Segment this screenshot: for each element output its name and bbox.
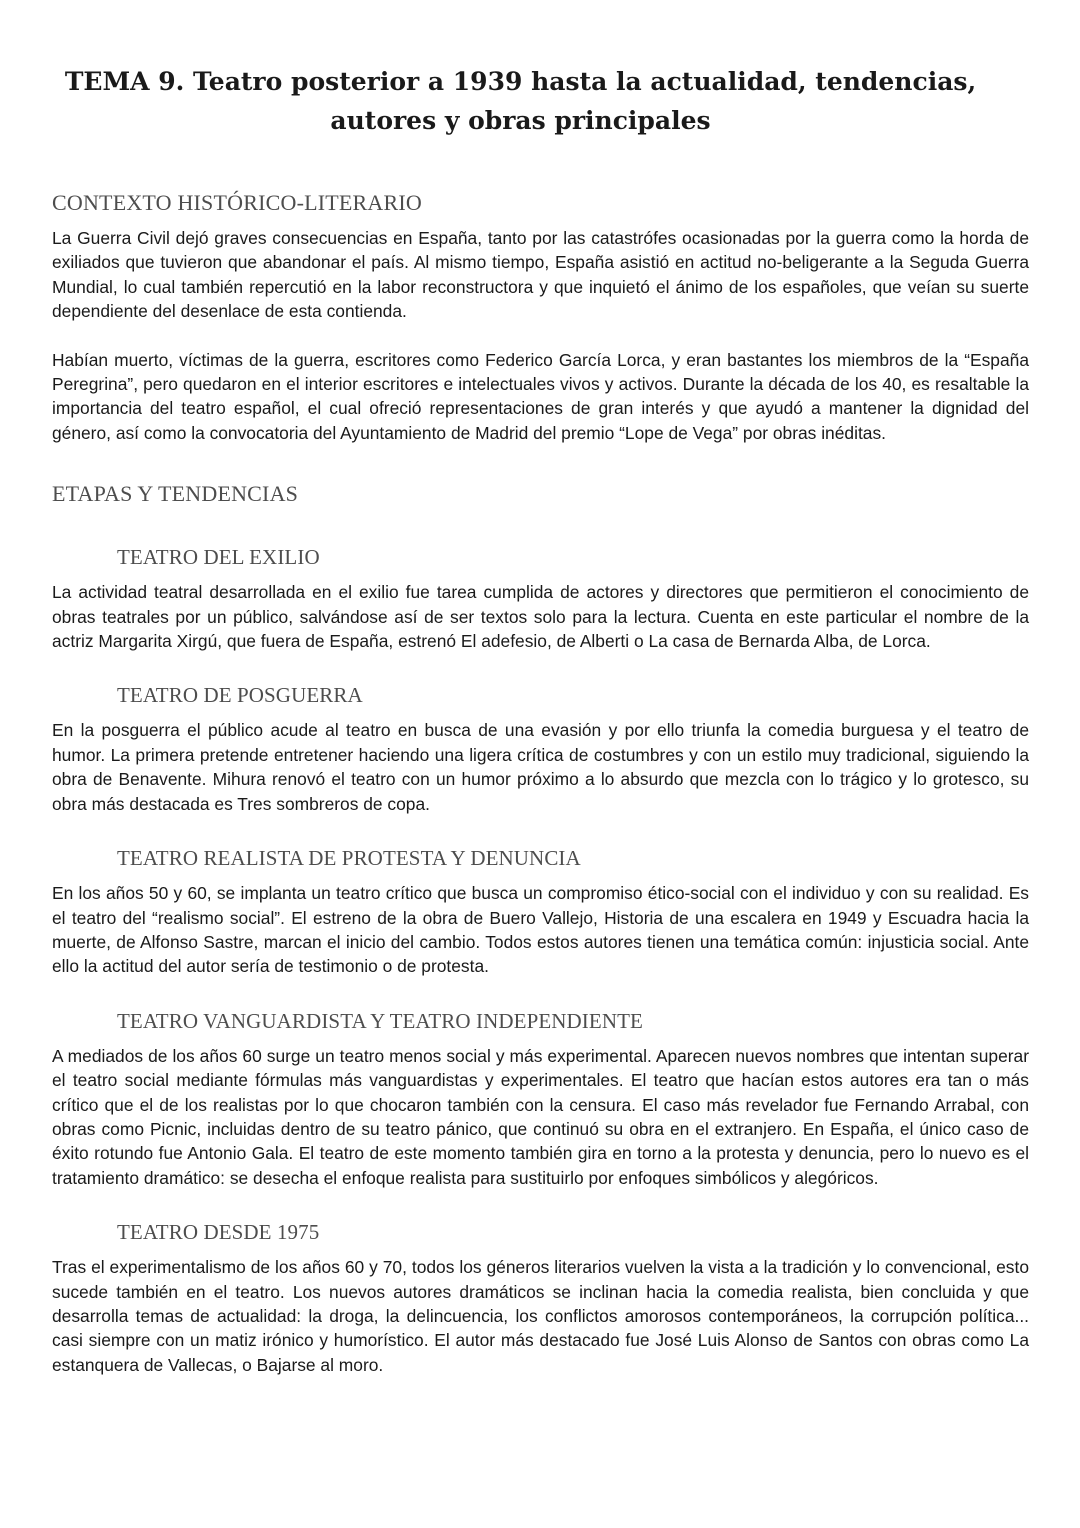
- title-line-2: autores y obras principales: [330, 106, 711, 135]
- document-title: [52, 62, 1029, 140]
- heading-etapas: ETAPAS Y TENDENCIAS: [52, 481, 299, 507]
- heading-contexto: CONTEXTO HISTÓRICO-LITERARIO: [52, 190, 422, 215]
- heading-teatro-vanguardista: TEATRO VANGUARDISTA Y TEATRO INDEPENDIENTE: [117, 1008, 643, 1033]
- paragraph-teatro-desde-1975: Tras el experimentalismo de los años 60 y 70, todos los géneros literarios vuelven la vista a la tradición y lo convencional, esto sucede también en el teatro. Los nuevos autores dramáticos se inclinan hacia la comedia realista, bien concluida y que desarrolla temas de actualidad: la droga, la delincuencia, los conflictos amorosos contemporáneos, la corrupción política... casi siempre con un matiz irónico y humorístico. El autor más destacado fue José Luis Alonso de Santos con obras como La estanquera de Vallecas, o Bajarse al moro.: [52, 1257, 1029, 1375]
- paragraph-teatro-realista: En los años 50 y 60, se implanta un teatro crítico que busca un compromiso ético-social con el individuo y con su realidad. Es el teatro del “realismo social”. El estreno de la obra de Buero Vallejo, Historia de una escalera en 1949 y Escuadra hacia la muerte, de Alfonso Sastre, marcan el inicio del cambio. Todos estos autores tienen una temática común: injusticia social. Ante ello la actitud del autor sería de testimonio o de protesta.: [52, 883, 1029, 977]
- heading-teatro-posguerra: TEATRO DE POSGUERRA: [117, 683, 363, 708]
- paragraph-teatro-posguerra: En la posguerra el público acude al teatro en busca de una evasión y por ello triunfa la comedia burguesa y el teatro de humor. La primera pretende entretener haciendo una ligera crítica de costumbres y con un estilo muy tradicional, siguiendo la obra de Benavente. Mihura renovó el teatro con un humor próximo a lo absurdo que mezcla con lo trágico y lo grotesco, su obra más destacada es Tres sombreros de copa.: [52, 720, 1029, 814]
- paragraph-contexto-2: Habían muerto, víctimas de la guerra, escritores como Federico García Lorca, y eran bastantes los miembros de la “España Peregrina”, pero quedaron en el interior escritores e intelectuales vivos y activos. Durante la década de los 40, es resaltable la importancia del teatro español, el cual ofreció representaciones de gran interés y que ayudó a mantener la dignidad del género, así como la convocatoria del Ayuntamiento de Madrid del premio “Lope de Vega” por obras inéditas.: [52, 349, 1029, 443]
- heading-teatro-exilio: TEATRO DEL EXILIO: [117, 545, 320, 570]
- document-page: [52, 62, 1029, 1377]
- heading-teatro-desde-1975: TEATRO DESDE 1975: [117, 1220, 320, 1245]
- heading-teatro-realista: TEATRO REALISTA DE PROTESTA Y DENUNCIA: [117, 846, 581, 871]
- title-line-1: TEMA 9. Teatro posterior a 1939 hasta la actualidad, tendencias,: [64, 67, 977, 96]
- paragraph-contexto-1: La Guerra Civil dejó graves consecuencias en España, tanto por las catastrófes ocasionadas por la guerra como la horda de exiliados que tuvieron que abandonar el país. Al mismo tiempo, España asistió en actitud no-beligerante a la Seguda Guerra Mundial, lo cual también repercutió en la labor reconstructora y que inquietó el ánimo de los españoles, que veían su suerte dependiente del desenlace de esta contienda.: [52, 228, 1029, 322]
- paragraph-teatro-vanguardista: A mediados de los años 60 surge un teatro menos social y más experimental. Aparecen nuevos nombres que intentan superar el teatro social mediante fórmulas más vanguardistas y experimentales. El teatro que hacían estos autores era tan o más crítico que el de los realistas por lo que chocaron también con la censura. El caso más revelador fue Fernando Arrabal, con obras como Picnic, incluidas dentro de su teatro pánico, que continuó su obra en el extranjero. En España, el único caso de éxito rotundo fue Antonio Gala. El teatro de este momento también gira en torno a la protesta y denuncia, pero lo nuevo es el tratamiento dramático: se desecha el enfoque realista para sustituirlo por enfoques simbólicos y alegóricos.: [52, 1045, 1029, 1188]
- paragraph-teatro-exilio: La actividad teatral desarrollada en el exilio fue tarea cumplida de actores y directores que permitieron el conocimiento de obras teatrales por un público, salvándose así de ser textos solo para la lectura. Cuenta en este particular el nombre de la actriz Margarita Xirgú, que fuera de España, estrenó El adefesio, de Alberti o La casa de Bernarda Alba, de Lorca.: [52, 582, 1029, 652]
